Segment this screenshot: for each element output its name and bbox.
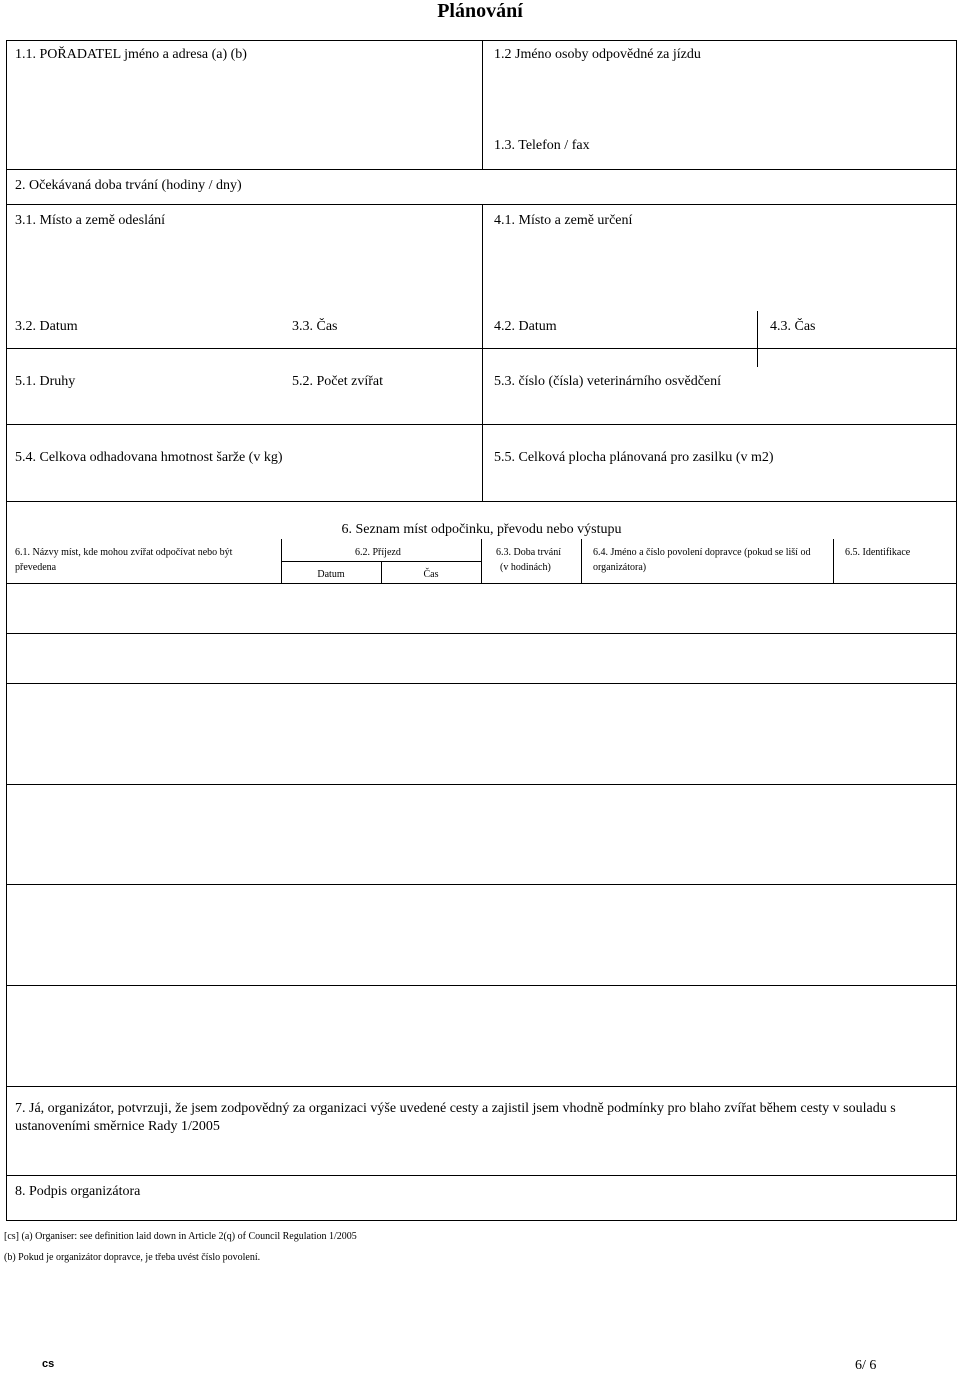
page-title: Plánování bbox=[437, 0, 523, 22]
divider bbox=[7, 169, 956, 170]
field-1-2-label: 1.2 Jméno osoby odpovědné za jízdu bbox=[494, 47, 701, 62]
table-row-divider bbox=[7, 884, 956, 885]
divider bbox=[481, 539, 482, 583]
divider bbox=[7, 583, 956, 584]
form-frame bbox=[6, 40, 957, 1221]
section-7-declaration: 7. Já, organizátor, potvrzuji, že jsem zodpovědný za organizaci výše uvedené cesty a zajistil jsem vhodně podmínky pro blaho zvířat během cesty v souladu s ustanoveními směrnice Rady 1/2005 bbox=[15, 1101, 896, 1134]
field-3-2-label: 3.2. Datum bbox=[15, 319, 78, 334]
col-6-4-header: 6.4. Jméno a číslo povolení dopravce (pokud se liší od organizátora) bbox=[593, 547, 811, 573]
field-5-2-label: 5.2. Počet zvířat bbox=[292, 374, 383, 389]
field-5-3-label: 5.3. číslo (čísla) veterinárního osvědčení bbox=[494, 374, 722, 389]
table-row-divider bbox=[7, 1086, 956, 1087]
divider bbox=[482, 204, 483, 348]
divider bbox=[482, 41, 483, 169]
divider bbox=[7, 1175, 956, 1176]
field-5-1-label: 5.1. Druhy bbox=[15, 374, 76, 389]
language-code: cs bbox=[42, 1358, 55, 1370]
section-6-heading: 6. Seznam míst odpočinku, převodu nebo výstupu bbox=[341, 522, 622, 537]
table-row-divider bbox=[7, 683, 956, 684]
divider bbox=[381, 561, 382, 583]
divider bbox=[7, 501, 956, 502]
field-2-label: 2. Očekávaná doba trvání (hodiny / dny) bbox=[15, 178, 242, 193]
col-6-2-date-header: Datum bbox=[317, 569, 345, 580]
col-6-2-header: 6.2. Příjezd bbox=[355, 547, 401, 558]
page-number: 6/ 6 bbox=[855, 1358, 877, 1373]
field-3-1-label: 3.1. Místo a země odeslání bbox=[15, 213, 166, 228]
field-1-1-label: 1.1. POŘADATEL jméno a adresa (a) (b) bbox=[15, 47, 247, 62]
divider bbox=[7, 424, 956, 425]
col-6-5-header: 6.5. Identifikace bbox=[845, 547, 911, 558]
table-row-divider bbox=[7, 784, 956, 785]
section-8-signature-label: 8. Podpis organizátora bbox=[15, 1184, 141, 1199]
footnote-a: [cs] (a) Organiser: see definition laid down in Article 2(q) of Council Regulation 1/2005 bbox=[4, 1231, 357, 1242]
field-4-2-label: 4.2. Datum bbox=[494, 319, 557, 334]
divider bbox=[581, 539, 582, 583]
field-5-5-label: 5.5. Celková plocha plánovaná pro zasilku (v m2) bbox=[494, 450, 774, 465]
footnote-b: (b) Pokud je organizátor dopravce, je třeba uvést číslo povolení. bbox=[4, 1252, 261, 1263]
field-4-1-label: 4.1. Místo a země určení bbox=[494, 213, 633, 228]
col-6-3-subheader: (v hodinách) bbox=[500, 562, 551, 573]
divider bbox=[757, 311, 758, 367]
col-6-2-time-header: Čas bbox=[423, 569, 439, 580]
field-1-3-label: 1.3. Telefon / fax bbox=[494, 138, 590, 153]
divider bbox=[833, 539, 834, 583]
field-3-3-label: 3.3. Čas bbox=[292, 319, 338, 334]
col-6-3-header: 6.3. Doba trvání bbox=[496, 547, 561, 558]
table-row-divider bbox=[7, 633, 956, 634]
table-row-divider bbox=[7, 985, 956, 986]
divider bbox=[281, 539, 282, 583]
field-4-3-label: 4.3. Čas bbox=[770, 319, 816, 334]
col-6-1-header: 6.1. Názvy míst, kde mohou zvířat odpočívat nebo být převedena bbox=[15, 547, 233, 573]
field-5-4-label: 5.4. Celkova odhadovana hmotnost šarže (v kg) bbox=[15, 450, 283, 465]
